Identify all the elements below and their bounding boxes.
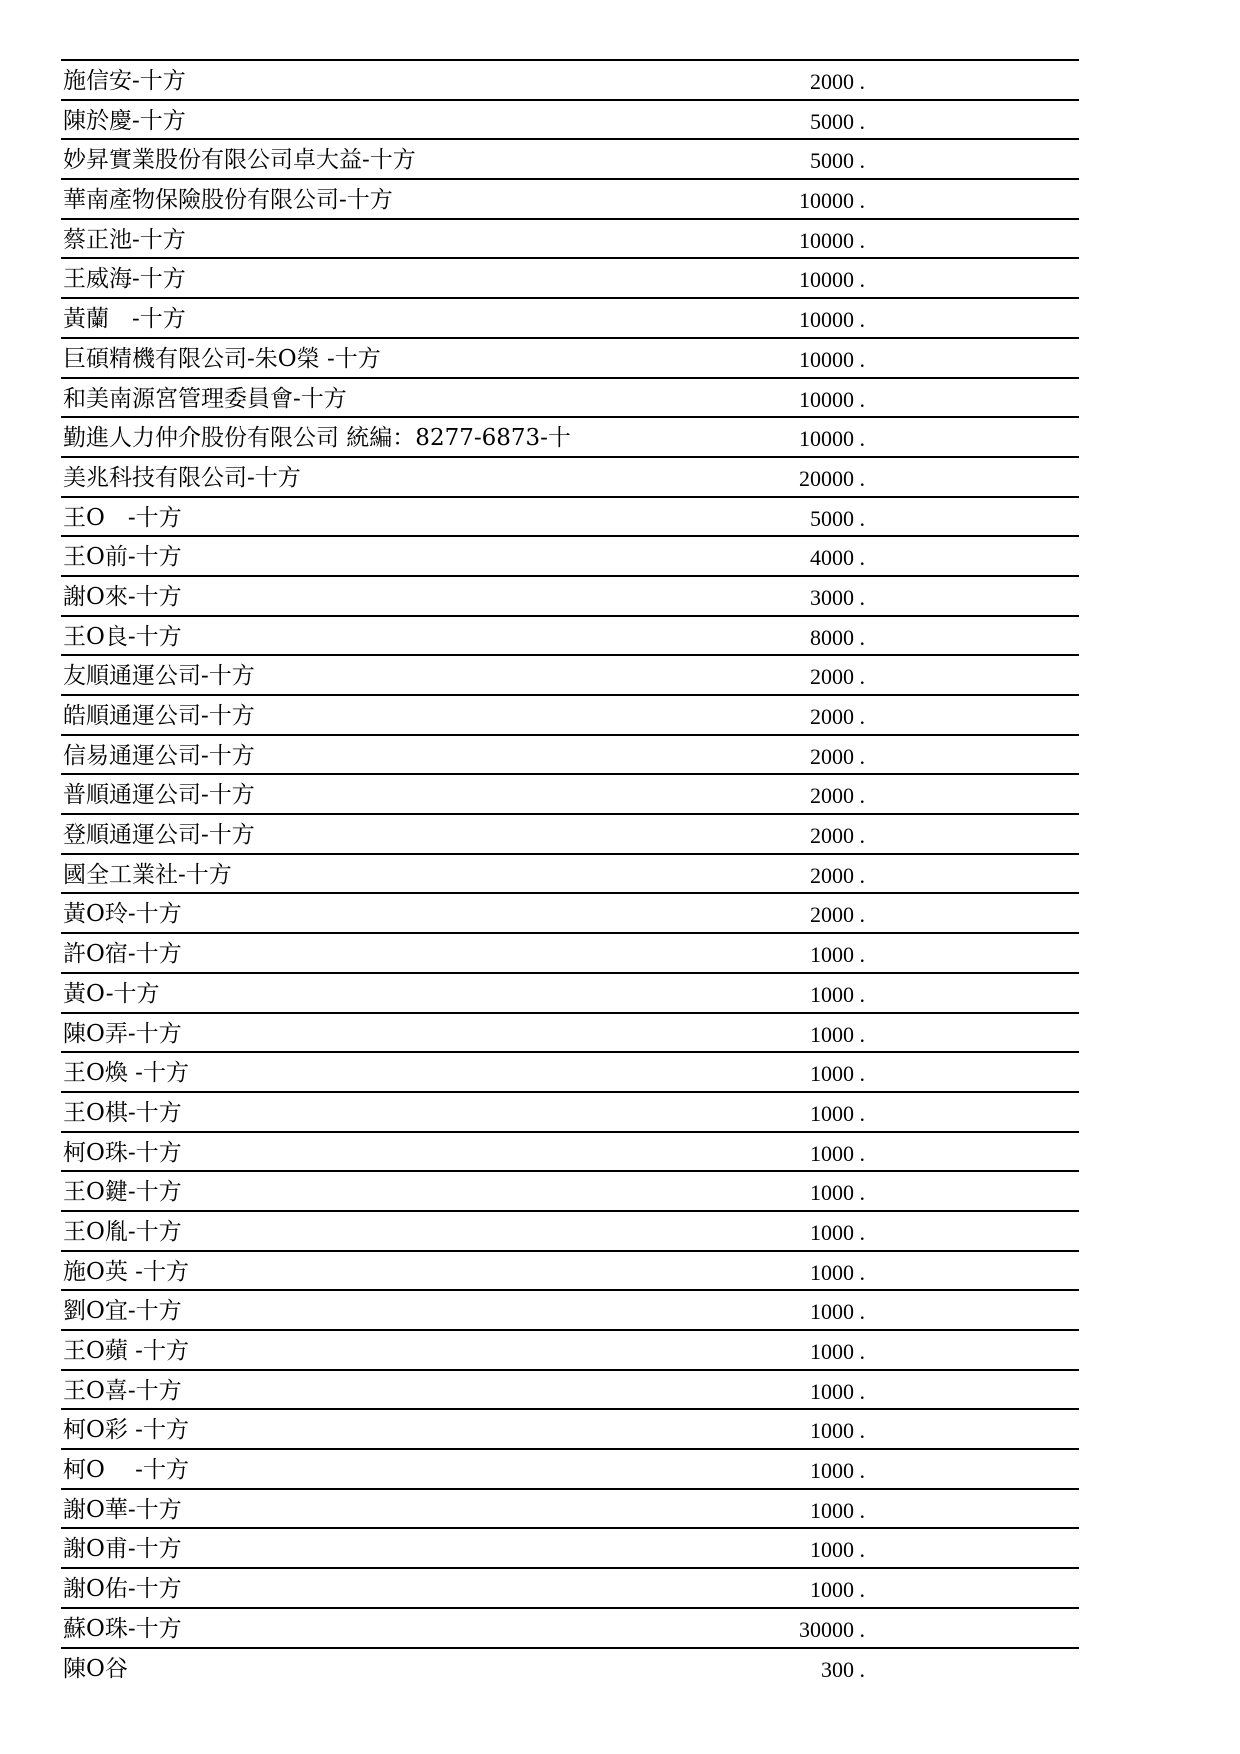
donor-name: 妙昇實業股份有限公司卓大益-十方 bbox=[63, 147, 416, 174]
donor-name: 信易通運公司-十方 bbox=[63, 742, 255, 769]
donor-name: 劉O宜-十方 bbox=[63, 1298, 182, 1325]
donation-row bbox=[61, 1091, 1079, 1131]
donation-row bbox=[61, 297, 1079, 337]
donation-amount: 5000 . bbox=[810, 505, 865, 531]
donation-amount: 1000 . bbox=[810, 1418, 865, 1444]
donation-row bbox=[61, 972, 1079, 1012]
donation-row bbox=[61, 1210, 1079, 1250]
donor-name: 柯O彩 -十方 bbox=[63, 1417, 189, 1444]
donation-row bbox=[61, 1369, 1079, 1409]
donation-amount: 10000 . bbox=[799, 227, 865, 253]
donation-amount: 30000 . bbox=[799, 1616, 865, 1642]
donor-name: 黃蘭 -十方 bbox=[63, 306, 186, 333]
donation-amount: 10000 . bbox=[799, 426, 865, 452]
donation-amount: 10000 . bbox=[799, 346, 865, 372]
donation-amount: 2000 . bbox=[810, 664, 865, 690]
donation-amount: 1000 . bbox=[810, 1378, 865, 1404]
donation-amount: 10000 . bbox=[799, 386, 865, 412]
donor-name: 謝O來-十方 bbox=[63, 583, 182, 610]
donation-row bbox=[61, 456, 1079, 496]
donor-name: 蘇O珠-十方 bbox=[63, 1615, 182, 1642]
donation-amount: 8000 . bbox=[810, 624, 865, 650]
donation-row bbox=[61, 138, 1079, 178]
donor-name: 黃O玲-十方 bbox=[63, 901, 182, 928]
donation-row bbox=[61, 218, 1079, 258]
donation-amount: 2000 . bbox=[810, 704, 865, 729]
donation-row bbox=[61, 535, 1079, 575]
donor-name: 美兆科技有限公司-十方 bbox=[63, 464, 301, 491]
donation-amount: 5000 . bbox=[810, 108, 865, 134]
donation-amount: 2000 . bbox=[810, 862, 865, 888]
donor-name: 登順通運公司-十方 bbox=[63, 822, 255, 849]
donation-row bbox=[61, 1012, 1079, 1052]
donation-amount: 2000 . bbox=[810, 823, 865, 849]
donation-amount: 2000 . bbox=[810, 743, 865, 769]
donor-name: 勤進人力仲介股份有限公司 統編：8277-6873-十 bbox=[63, 425, 571, 452]
donation-row bbox=[61, 496, 1079, 536]
donor-name: 王O前-十方 bbox=[63, 544, 182, 571]
donation-list bbox=[61, 59, 1079, 1686]
donation-amount: 1000 . bbox=[810, 1458, 865, 1484]
donation-amount: 1000 . bbox=[810, 1061, 865, 1087]
donation-row bbox=[61, 1488, 1079, 1528]
donor-name: 和美南源宮管理委員會-十方 bbox=[63, 385, 347, 412]
donation-row bbox=[61, 1289, 1079, 1329]
donation-amount: 1000 . bbox=[810, 981, 865, 1007]
donation-amount: 1000 . bbox=[810, 1339, 865, 1364]
donor-name: 柯O -十方 bbox=[63, 1457, 189, 1484]
donation-amount: 20000 . bbox=[799, 465, 865, 491]
donor-name: 謝O甫-十方 bbox=[63, 1536, 182, 1563]
donation-row bbox=[61, 377, 1079, 417]
donation-row bbox=[61, 1607, 1079, 1647]
donation-row bbox=[61, 1408, 1079, 1448]
donation-row bbox=[61, 813, 1079, 853]
donation-row bbox=[61, 1250, 1079, 1290]
donor-name: 許O宿-十方 bbox=[63, 941, 182, 968]
donation-amount: 2000 . bbox=[810, 902, 865, 928]
donation-amount: 1000 . bbox=[810, 1180, 865, 1206]
donor-name: 國全工業社-十方 bbox=[63, 861, 232, 888]
donation-row bbox=[61, 1567, 1079, 1607]
donation-amount: 1000 . bbox=[810, 1100, 865, 1126]
donation-row bbox=[61, 1647, 1079, 1687]
donation-row bbox=[61, 932, 1079, 972]
donor-name: 王O胤-十方 bbox=[63, 1218, 182, 1245]
donation-amount: 1000 . bbox=[810, 942, 865, 968]
donation-row bbox=[61, 59, 1079, 99]
donor-name: 施O英 -十方 bbox=[63, 1258, 189, 1285]
donor-name: 王O煥 -十方 bbox=[63, 1060, 189, 1087]
donor-name: 施信安-十方 bbox=[63, 68, 186, 94]
donation-row bbox=[61, 1448, 1079, 1488]
donation-amount: 10000 . bbox=[799, 307, 865, 333]
donation-row bbox=[61, 337, 1079, 377]
donation-amount: 10000 . bbox=[799, 188, 865, 214]
donation-amount: 1000 . bbox=[810, 1021, 865, 1047]
donor-name: 王O鍵-十方 bbox=[63, 1179, 182, 1206]
donor-name: 陳於慶-十方 bbox=[63, 107, 186, 134]
donor-name: 王O棋-十方 bbox=[63, 1099, 182, 1126]
donation-row bbox=[61, 1051, 1079, 1091]
donor-name: 謝O佑-十方 bbox=[63, 1576, 182, 1603]
donation-amount: 10000 . bbox=[799, 267, 865, 293]
donation-amount: 2000 . bbox=[810, 69, 865, 94]
donor-name: 陳O谷 bbox=[63, 1655, 128, 1682]
donation-row bbox=[61, 892, 1079, 932]
donation-amount: 300 . bbox=[821, 1656, 865, 1682]
donation-row bbox=[61, 615, 1079, 655]
donation-amount: 2000 . bbox=[810, 783, 865, 809]
donation-amount: 1000 . bbox=[810, 1577, 865, 1603]
donor-name: 蔡正池-十方 bbox=[63, 226, 186, 253]
donor-name: 陳O弄-十方 bbox=[63, 1020, 182, 1047]
donation-row bbox=[61, 1170, 1079, 1210]
donor-name: 王威海-十方 bbox=[63, 266, 186, 293]
donation-row bbox=[61, 178, 1079, 218]
donor-name: 巨碩精機有限公司-朱O榮 -十方 bbox=[63, 345, 381, 372]
donor-name: 王O喜-十方 bbox=[63, 1377, 182, 1404]
donation-amount: 1000 . bbox=[810, 1140, 865, 1166]
donor-name: 皓順通運公司-十方 bbox=[63, 703, 255, 729]
donation-amount: 1000 . bbox=[810, 1219, 865, 1245]
donation-row bbox=[61, 694, 1079, 734]
donation-amount: 1000 . bbox=[810, 1259, 865, 1285]
donation-amount: 1000 . bbox=[810, 1497, 865, 1523]
donation-row bbox=[61, 416, 1079, 456]
donor-name: 王O良-十方 bbox=[63, 623, 182, 650]
donor-name: 謝O華-十方 bbox=[63, 1496, 182, 1523]
donor-name: 華南產物保險股份有限公司-十方 bbox=[63, 187, 393, 214]
donor-name: 友順通運公司-十方 bbox=[63, 663, 255, 690]
donation-row bbox=[61, 654, 1079, 694]
donation-row bbox=[61, 257, 1079, 297]
donation-row bbox=[61, 853, 1079, 893]
donation-amount: 1000 . bbox=[810, 1299, 865, 1325]
donation-row bbox=[61, 1329, 1079, 1369]
donation-row bbox=[61, 734, 1079, 774]
donation-row bbox=[61, 773, 1079, 813]
donation-amount: 5000 . bbox=[810, 148, 865, 174]
donation-amount: 1000 . bbox=[810, 1537, 865, 1563]
donor-name: 黃O-十方 bbox=[63, 980, 160, 1007]
donor-name: 王O蘋 -十方 bbox=[63, 1338, 189, 1364]
donation-amount: 4000 . bbox=[810, 545, 865, 571]
donor-name: 柯O珠-十方 bbox=[63, 1139, 182, 1166]
donation-row bbox=[61, 1131, 1079, 1171]
donor-name: 普順通運公司-十方 bbox=[63, 782, 255, 809]
donation-amount: 3000 . bbox=[810, 584, 865, 610]
donation-row bbox=[61, 575, 1079, 615]
donation-row bbox=[61, 99, 1079, 139]
donation-row bbox=[61, 1527, 1079, 1567]
donor-name: 王O -十方 bbox=[63, 504, 182, 531]
